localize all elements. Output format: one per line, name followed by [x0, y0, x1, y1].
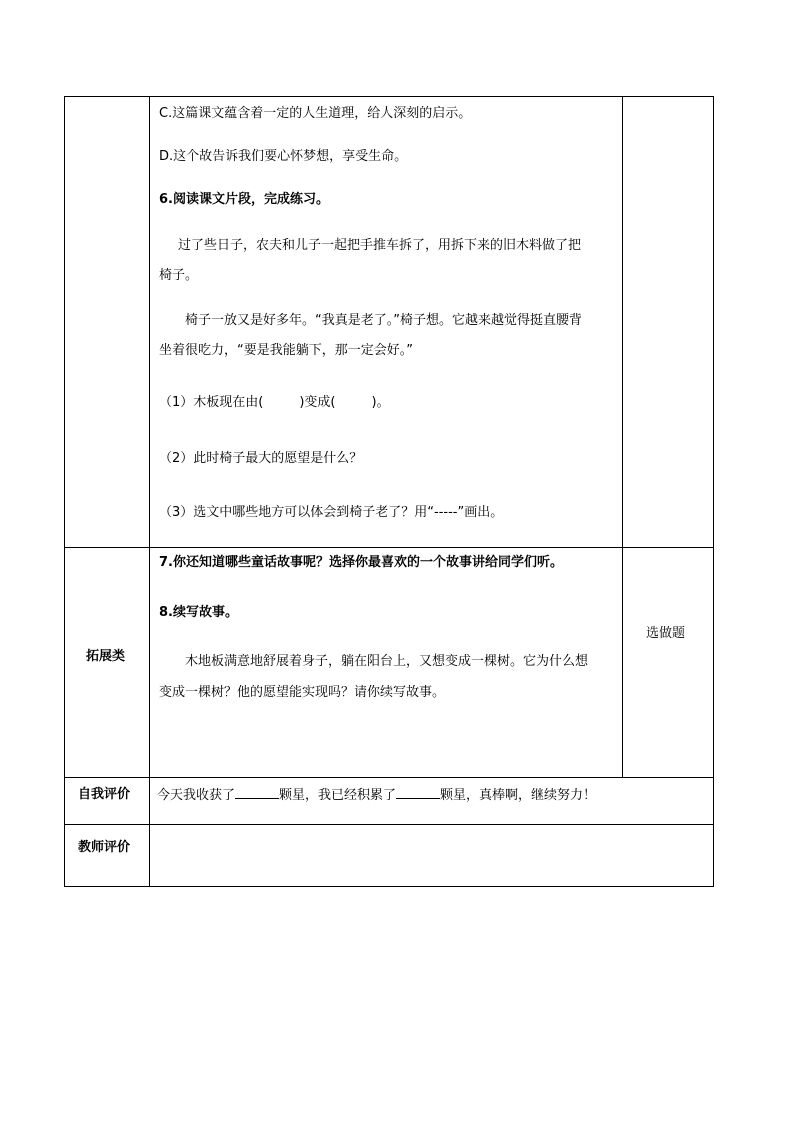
optional-note: 选做题: [646, 626, 686, 641]
question-8-prompt-line-1: 木地板满意地舒展着身子，躺在阳台上，又想变成一棵树。它为什么想: [185, 654, 589, 669]
self-eval-part-2: 颗星，我已经积累了: [279, 788, 397, 803]
option-d: D.这个故告诉我们要心怀梦想，享受生命。: [159, 149, 408, 164]
sub-question-1-part-a: （1）木板现在由(: [159, 395, 264, 410]
passage-paragraph-2-line-2: 坐着很吃力，“要是我能躺下，那一定会好。”: [159, 343, 413, 358]
passage-paragraph-1-line-1: 过了些日子，农夫和儿子一起把手推车拆了，用拆下来的旧木料做了把: [178, 238, 582, 253]
row-divider-teacher-eval: [64, 824, 714, 825]
row-divider-extension: [64, 547, 714, 548]
self-eval-part-3: 颗星，真棒啊，继续努力！: [440, 788, 597, 803]
worksheet-table: [64, 96, 714, 887]
question-7: 7.你还知道哪些童话故事呢？选择你最喜欢的一个故事讲给同学们听。: [159, 555, 563, 570]
self-eval-sentence: [157, 786, 596, 805]
question-6-title: 6.阅读课文片段，完成练习。: [159, 192, 329, 207]
passage-paragraph-1-line-2: 椅子。: [159, 268, 199, 283]
option-c: C.这篇课文蕴含着一定的人生道理，给人深刻的启示。: [159, 106, 472, 121]
row-divider-self-eval: [64, 777, 714, 778]
column-divider-label: [149, 96, 150, 887]
table-border-top: [64, 96, 714, 97]
sub-question-1-part-b: )变成(: [299, 395, 336, 410]
question-8-prompt-line-2: 变成一棵树？他的愿望能实现吗？请你续写故事。: [159, 685, 446, 700]
column-divider-note: [622, 96, 623, 778]
sub-question-1-part-c: )。: [371, 395, 390, 410]
teacher-eval-label: 教师评价: [78, 840, 131, 855]
sub-question-1: [159, 394, 390, 412]
stars-earned-blank[interactable]: [235, 786, 279, 799]
table-border-right: [713, 96, 714, 887]
passage-paragraph-2-line-1: 椅子一放又是好多年。“我真是老了。”椅子想。它越来越觉得挺直腰背: [185, 313, 582, 328]
table-border-bottom: [64, 886, 714, 887]
stars-total-blank[interactable]: [396, 786, 440, 799]
self-eval-label: 自我评价: [78, 787, 131, 802]
question-8-title: 8.续写故事。: [159, 605, 238, 620]
sub-question-2: （2）此时椅子最大的愿望是什么？: [159, 451, 363, 466]
table-border-left: [64, 96, 65, 887]
extension-category-label: 拓展类: [86, 649, 126, 664]
teacher-eval-field[interactable]: [151, 826, 711, 884]
self-eval-part-1: 今天我收获了: [157, 788, 236, 803]
sub-question-3: （3）选文中哪些地方可以体会到椅子老了？用“-----”画出。: [159, 505, 504, 520]
